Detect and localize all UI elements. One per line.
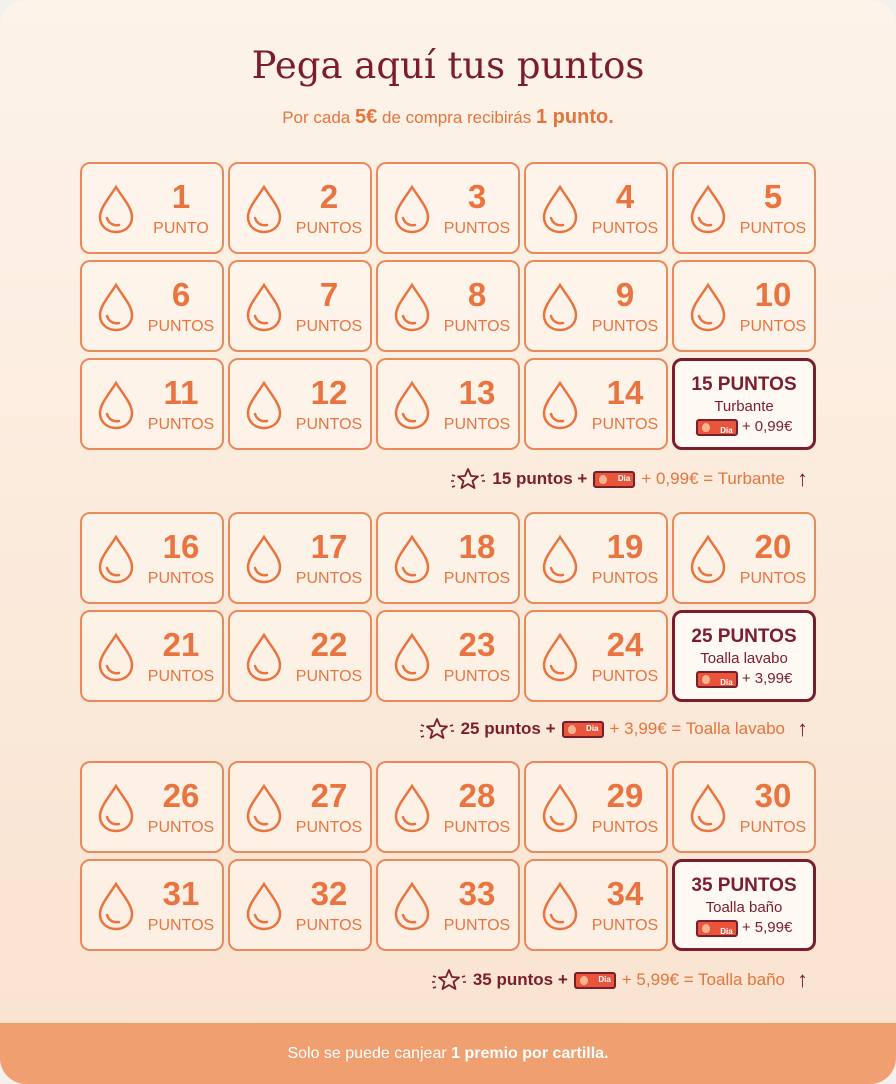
slot-label: PUNTOS xyxy=(739,819,807,836)
point-slot[interactable] xyxy=(80,358,224,450)
club-card-icon: Dia xyxy=(562,721,604,738)
point-slot[interactable] xyxy=(524,512,668,604)
slot-label: PUNTOS xyxy=(591,819,659,836)
slot-number: 3 xyxy=(467,178,487,215)
slot-label: PUNTOS xyxy=(591,668,659,685)
slot-number: 33 xyxy=(458,875,496,912)
slot-label: PUNTOS xyxy=(739,318,807,335)
subtitle-pre: Por cada xyxy=(282,108,351,127)
slot-label: PUNTOS xyxy=(443,570,511,587)
point-slot[interactable] xyxy=(228,512,372,604)
point-slot[interactable] xyxy=(524,610,668,702)
slot-label: PUNTOS xyxy=(295,819,363,836)
prize-title: 15 PUNTOS xyxy=(691,374,797,395)
slot-label: PUNTOS xyxy=(147,917,215,934)
drop-icon xyxy=(540,282,580,332)
point-slot[interactable] xyxy=(672,512,816,604)
slot-label: PUNTOS xyxy=(443,318,511,335)
slot-number: 29 xyxy=(606,777,644,814)
slot-label: PUNTOS xyxy=(147,570,215,587)
slot-number: 8 xyxy=(467,276,487,313)
slot-number: 21 xyxy=(162,626,200,663)
slot-label: PUNTOS xyxy=(147,819,215,836)
arrow-up-icon: ↑ xyxy=(797,716,808,741)
slot-number: 28 xyxy=(458,777,496,814)
point-slot[interactable] xyxy=(80,260,224,352)
slot-label: PUNTOS xyxy=(591,570,659,587)
note-points: 35 puntos + xyxy=(472,970,568,989)
star-icon xyxy=(431,968,467,992)
drop-icon xyxy=(244,632,284,682)
subtitle-mid: de compra recibirás xyxy=(381,108,532,127)
point-slot[interactable] xyxy=(80,859,224,951)
club-card-icon: Dia xyxy=(593,471,635,488)
drop-icon xyxy=(540,783,580,833)
slot-number: 4 xyxy=(615,178,635,215)
slot-label: PUNTOS xyxy=(147,318,215,335)
page-title: Pega aquí tus puntos xyxy=(251,44,645,87)
drop-icon xyxy=(392,632,432,682)
drop-icon xyxy=(96,534,136,584)
point-slot[interactable] xyxy=(80,761,224,853)
slot-label: PUNTOS xyxy=(591,220,659,237)
point-slot[interactable] xyxy=(376,610,520,702)
prize-box xyxy=(672,859,816,951)
slot-number: 32 xyxy=(310,875,348,912)
slot-label: PUNTOS xyxy=(295,668,363,685)
point-slot[interactable] xyxy=(672,162,816,254)
slot-label: PUNTOS xyxy=(591,318,659,335)
drop-icon xyxy=(392,881,432,931)
prize-box xyxy=(672,610,816,702)
drop-icon xyxy=(392,783,432,833)
prize-price: + 3,99€ xyxy=(741,670,793,687)
slot-label: PUNTOS xyxy=(295,570,363,587)
prize-price: + 0,99€ xyxy=(741,418,793,435)
slot-number: 13 xyxy=(458,374,496,411)
slot-label: PUNTO xyxy=(153,220,209,237)
point-slot[interactable] xyxy=(80,162,224,254)
prize-title: 25 PUNTOS xyxy=(691,626,797,647)
drop-icon xyxy=(96,184,136,234)
slot-number: 19 xyxy=(606,528,644,565)
point-slot[interactable] xyxy=(524,162,668,254)
points-grid-2 xyxy=(80,512,816,702)
drop-icon xyxy=(244,881,284,931)
drop-icon xyxy=(96,282,136,332)
arrow-up-icon: ↑ xyxy=(797,466,808,491)
slot-number: 12 xyxy=(310,374,348,411)
slot-number: 7 xyxy=(319,276,339,313)
slot-label: PUNTOS xyxy=(147,668,215,685)
redeem-note-1 xyxy=(450,466,808,492)
drop-icon xyxy=(392,282,432,332)
slot-number: 6 xyxy=(171,276,191,313)
drop-icon xyxy=(540,534,580,584)
slot-label: PUNTOS xyxy=(591,917,659,934)
slot-number: 26 xyxy=(162,777,200,814)
subtitle-points: 1 punto. xyxy=(536,106,614,128)
slot-label: PUNTOS xyxy=(147,416,215,433)
slot-number: 14 xyxy=(606,374,644,411)
prize-item: Toalla lavabo xyxy=(700,650,788,667)
slot-label: PUNTOS xyxy=(739,220,807,237)
slot-number: 24 xyxy=(606,626,644,663)
drop-icon xyxy=(96,632,136,682)
point-slot[interactable] xyxy=(524,859,668,951)
point-slot[interactable] xyxy=(228,761,372,853)
slot-number: 27 xyxy=(310,777,348,814)
drop-icon xyxy=(244,380,284,430)
point-slot[interactable] xyxy=(228,260,372,352)
drop-icon xyxy=(392,184,432,234)
point-slot[interactable] xyxy=(228,358,372,450)
drop-icon xyxy=(688,282,728,332)
slot-label: PUNTOS xyxy=(443,416,511,433)
point-slot[interactable] xyxy=(80,610,224,702)
point-slot[interactable] xyxy=(672,761,816,853)
point-slot[interactable] xyxy=(672,260,816,352)
slot-number: 23 xyxy=(458,626,496,663)
star-icon xyxy=(450,467,486,491)
drop-icon xyxy=(540,881,580,931)
point-slot[interactable] xyxy=(376,859,520,951)
club-card-icon: Dia xyxy=(696,920,738,937)
prize-title: 35 PUNTOS xyxy=(691,875,797,896)
slot-number: 22 xyxy=(310,626,348,663)
slot-number: 34 xyxy=(606,875,644,912)
point-slot[interactable] xyxy=(524,761,668,853)
drop-icon xyxy=(244,184,284,234)
point-slot[interactable] xyxy=(376,358,520,450)
drop-icon xyxy=(244,783,284,833)
slot-number: 30 xyxy=(754,777,792,814)
subtitle xyxy=(0,106,896,129)
drop-icon xyxy=(540,632,580,682)
prize-price: + 5,99€ xyxy=(741,919,793,936)
drop-icon xyxy=(392,380,432,430)
prize-item: Turbante xyxy=(714,398,774,415)
slot-label: PUNTOS xyxy=(295,917,363,934)
prize-price-row xyxy=(675,670,813,688)
slot-label: PUNTOS xyxy=(443,668,511,685)
points-grid-1 xyxy=(80,162,816,450)
drop-icon xyxy=(96,783,136,833)
slot-number: 5 xyxy=(763,178,783,215)
point-slot[interactable] xyxy=(228,162,372,254)
prize-price-row xyxy=(675,919,813,937)
club-card-icon: Dia xyxy=(696,671,738,688)
slot-number: 2 xyxy=(319,178,339,215)
slot-label: PUNTOS xyxy=(443,819,511,836)
drop-icon xyxy=(96,881,136,931)
drop-icon xyxy=(244,282,284,332)
slot-label: PUNTOS xyxy=(295,220,363,237)
slot-number: 1 xyxy=(171,178,191,215)
note-points: 15 puntos + xyxy=(492,469,588,488)
slot-label: PUNTOS xyxy=(295,416,363,433)
slot-number: 9 xyxy=(615,276,635,313)
note-points: 25 puntos + xyxy=(460,719,556,738)
drop-icon xyxy=(540,184,580,234)
slot-label: PUNTOS xyxy=(739,570,807,587)
point-slot[interactable] xyxy=(80,512,224,604)
slot-label: PUNTOS xyxy=(443,220,511,237)
slot-label: PUNTOS xyxy=(443,917,511,934)
note-rest: + 3,99€ = Toalla lavabo xyxy=(609,719,785,738)
point-slot[interactable] xyxy=(376,512,520,604)
drop-icon xyxy=(688,534,728,584)
redeem-note-2 xyxy=(419,716,808,742)
point-slot[interactable] xyxy=(376,260,520,352)
redeem-note-3 xyxy=(431,967,808,993)
point-slot[interactable] xyxy=(524,358,668,450)
drop-icon xyxy=(96,380,136,430)
point-slot[interactable] xyxy=(524,260,668,352)
slot-number: 17 xyxy=(310,528,348,565)
prize-price-row xyxy=(675,418,813,436)
footer-bold: 1 premio por cartilla. xyxy=(451,1045,609,1062)
prize-item: Toalla baño xyxy=(705,899,783,916)
subtitle-amount: 5€ xyxy=(355,106,378,128)
drop-icon xyxy=(392,534,432,584)
points-grid-3 xyxy=(80,761,816,951)
point-slot[interactable] xyxy=(228,859,372,951)
point-slot[interactable] xyxy=(228,610,372,702)
drop-icon xyxy=(244,534,284,584)
slot-number: 11 xyxy=(163,374,199,411)
star-icon xyxy=(419,717,455,741)
slot-number: 31 xyxy=(162,875,200,912)
note-rest: + 5,99€ = Toalla baño xyxy=(621,970,785,989)
point-slot[interactable] xyxy=(376,761,520,853)
drop-icon xyxy=(688,783,728,833)
drop-icon xyxy=(540,380,580,430)
slot-number: 16 xyxy=(162,528,200,565)
footer-pre: Solo se puede canjear xyxy=(287,1045,447,1062)
footer-banner xyxy=(0,1023,896,1084)
club-card-icon: Dia xyxy=(574,972,616,989)
slot-label: PUNTOS xyxy=(295,318,363,335)
slot-number: 10 xyxy=(754,276,792,313)
note-rest: + 0,99€ = Turbante xyxy=(641,469,785,488)
point-slot[interactable] xyxy=(376,162,520,254)
prize-box xyxy=(672,358,816,450)
drop-icon xyxy=(688,184,728,234)
slot-number: 18 xyxy=(458,528,496,565)
slot-label: PUNTOS xyxy=(591,416,659,433)
club-card-icon: Dia xyxy=(696,419,738,436)
slot-number: 20 xyxy=(754,528,792,565)
arrow-up-icon: ↑ xyxy=(797,967,808,992)
